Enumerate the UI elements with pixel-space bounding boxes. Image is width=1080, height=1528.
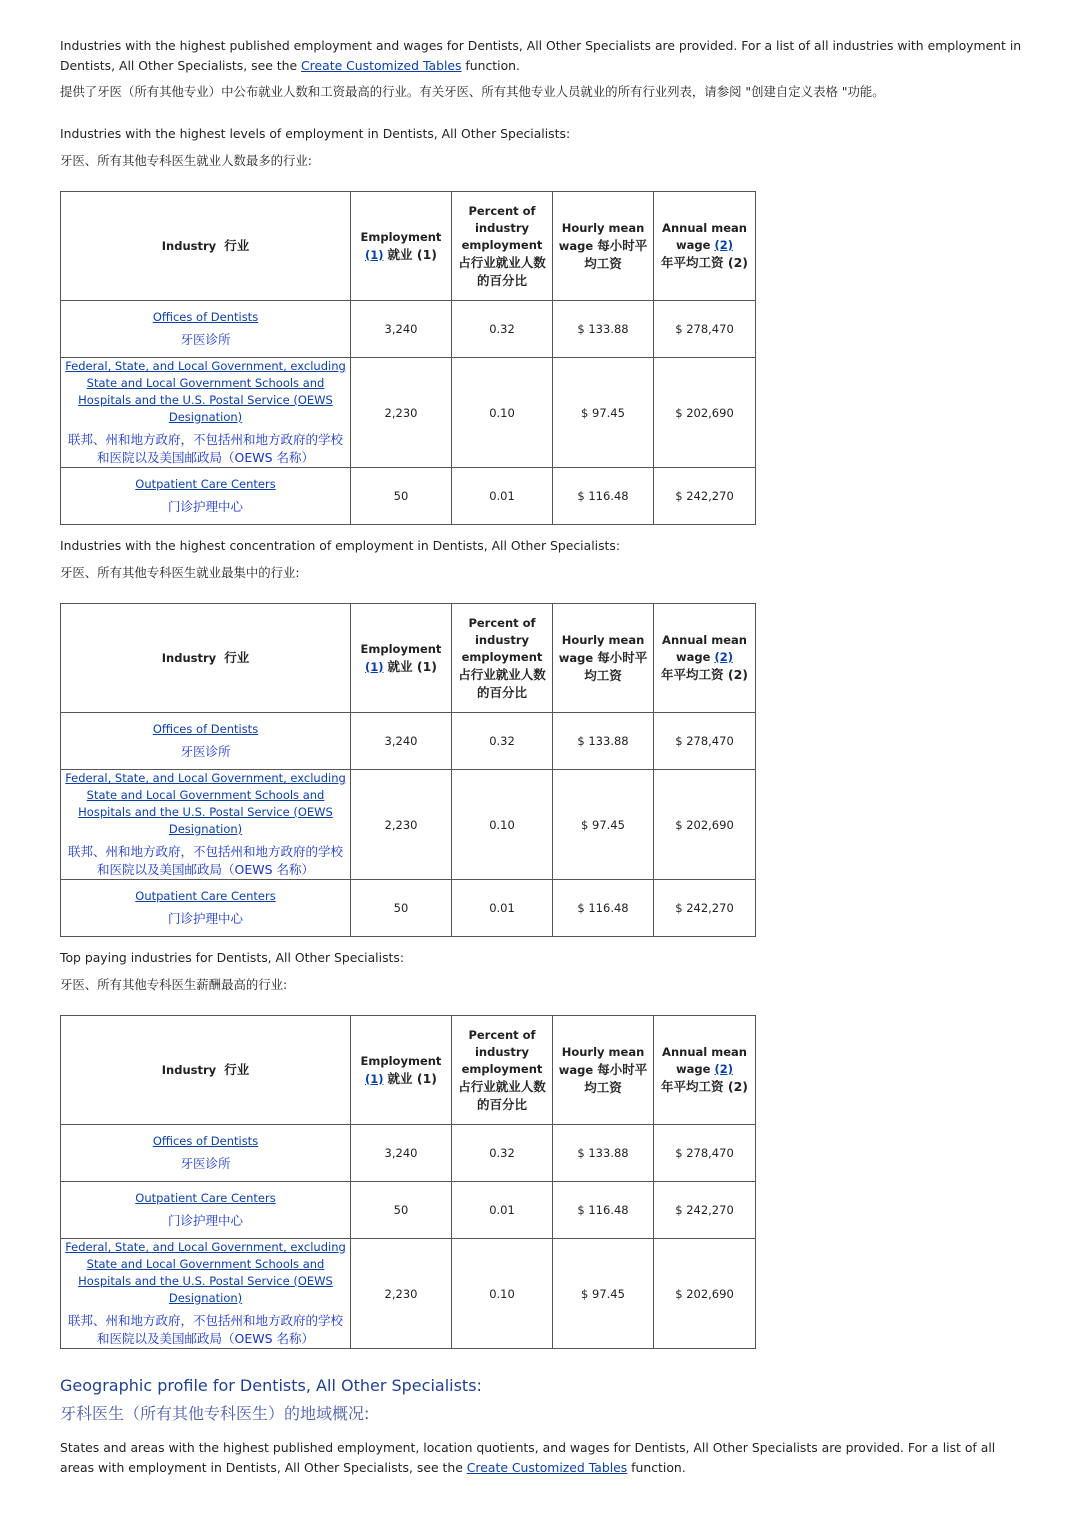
hourly-wage-cell: $ 133.88 (553, 1125, 654, 1182)
industry-link[interactable]: Outpatient Care Centers (135, 477, 276, 491)
section-label-top-paying (60, 948, 1020, 995)
percent-cell: 0.32 (452, 1125, 553, 1182)
annual-wage-cell: $ 278,470 (654, 713, 756, 770)
industry-cell (61, 301, 351, 358)
geo-text-after: function. (627, 1460, 686, 1475)
industry-cell (61, 1125, 351, 1182)
percent-cell: 0.32 (452, 713, 553, 770)
annual-wage-cell: $ 278,470 (654, 301, 756, 358)
create-customized-tables-link[interactable]: Create Customized Tables (301, 58, 462, 73)
industry-link[interactable]: Federal, State, and Local Government, excluding State and Local Government Schools and Hospitals and the U.S. Postal Service (OEWS Designation) (65, 359, 346, 424)
industry-link[interactable]: Federal, State, and Local Government, excluding State and Local Government Schools and Hospitals and the U.S. Postal Service (OEWS Designation) (65, 1240, 346, 1305)
percent-cell: 0.10 (452, 358, 553, 468)
industry-name-zh: 门诊护理中心 (167, 1213, 243, 1228)
percent-cell: 0.10 (452, 770, 553, 880)
table-header-row (61, 604, 756, 713)
annual-wage-cell: $ 202,690 (654, 1239, 756, 1349)
section-label-en: Top paying industries for Dentists, All Other Specialists: (60, 950, 405, 965)
header-annual: Annual mean wage (2) 年平均工资 (2) (654, 604, 756, 713)
hourly-wage-cell: $ 97.45 (553, 770, 654, 880)
intro-text-zh: 提供了牙医（所有其他专业）中公布就业人数和工资最高的行业。有关牙医、所有其他专业人员就业的所有行业列表，请参阅 "创建自定义表格 "功能。 (60, 84, 885, 99)
employment-cell: 3,240 (351, 1125, 452, 1182)
footnote-1-link[interactable]: (1) (364, 1071, 384, 1086)
industry-link[interactable]: Offices of Dentists (152, 310, 259, 324)
table-row (61, 1125, 756, 1182)
table-row (61, 358, 756, 468)
footnote-2-link[interactable]: (2) (714, 238, 733, 252)
hourly-wage-cell: $ 116.48 (553, 1182, 654, 1239)
hourly-wage-cell: $ 97.45 (553, 358, 654, 468)
table-row (61, 468, 756, 525)
industry-link[interactable]: Offices of Dentists (152, 722, 259, 736)
industry-link[interactable]: Offices of Dentists (152, 1134, 259, 1148)
table-row (61, 880, 756, 937)
annual-wage-cell: $ 242,270 (654, 880, 756, 937)
header-percent: Percent of industry employment 占行业就业人数的百分比 (452, 604, 553, 713)
employment-cell: 2,230 (351, 358, 452, 468)
employment-cell: 2,230 (351, 1239, 452, 1349)
footnote-2-link[interactable]: (2) (714, 1062, 733, 1076)
header-annual: Annual mean wage (2) 年平均工资 (2) (654, 192, 756, 301)
section-label-en: Industries with the highest levels of employment in Dentists, All Other Specialists: (60, 126, 571, 141)
industry-name-zh: 牙医诊所 (180, 1156, 231, 1171)
employment-cell: 50 (351, 468, 452, 525)
hourly-wage-cell: $ 133.88 (553, 301, 654, 358)
industry-name-zh: 门诊护理中心 (167, 499, 243, 514)
percent-cell: 0.01 (452, 468, 553, 525)
industry-cell (61, 1239, 351, 1349)
industry-name-zh: 联邦、州和地方政府，不包括州和地方政府的学校和医院以及美国邮政局（OEWS 名称） (67, 1313, 343, 1346)
industry-cell (61, 468, 351, 525)
hourly-wage-cell: $ 133.88 (553, 713, 654, 770)
industry-table-top-paying (60, 1015, 756, 1349)
industry-table-employment-levels (60, 191, 756, 525)
industry-cell (61, 713, 351, 770)
industry-link[interactable]: Federal, State, and Local Government, excluding State and Local Government Schools and Hospitals and the U.S. Postal Service (OEWS Designation) (65, 771, 346, 836)
table-row (61, 1239, 756, 1349)
create-customized-tables-link[interactable]: Create Customized Tables (466, 1460, 628, 1475)
geographic-profile-title: Geographic profile for Dentists, All Other Specialists: (60, 1376, 482, 1395)
intro-text-after: function. (461, 58, 520, 73)
industry-table-concentration (60, 603, 756, 937)
header-industry: Industry 行业 (61, 192, 351, 301)
header-hourly: Hourly mean wage 每小时平均工资 (553, 192, 654, 301)
table-row (61, 1182, 756, 1239)
intro (60, 36, 1025, 102)
table-header-row (61, 192, 756, 301)
section-label-zh: 牙医、所有其他专科医生就业人数最多的行业: (60, 153, 312, 168)
header-percent: Percent of industry employment 占行业就业人数的百分比 (452, 1016, 553, 1125)
intro-text-en (60, 36, 1025, 76)
header-hourly: Hourly mean wage 每小时平均工资 (553, 1016, 654, 1125)
section-label-en: Industries with the highest concentration of employment in Dentists, All Other Specialists: (60, 538, 621, 553)
industry-cell (61, 880, 351, 937)
hourly-wage-cell: $ 116.48 (553, 468, 654, 525)
industry-cell (61, 1182, 351, 1239)
employment-cell: 3,240 (351, 301, 452, 358)
table-row (61, 713, 756, 770)
percent-cell: 0.01 (452, 1182, 553, 1239)
geo-text-before: States and areas with the highest published employment, location quotients, and wages for Dentists, All Other Specialists are provided. For a list of all areas with employment in Dentists, All Other Specialists, see the (60, 1440, 996, 1475)
employment-cell: 50 (351, 1182, 452, 1239)
geographic-profile-title-zh: 牙科医生（所有其他专科医生）的地域概况: (60, 1404, 370, 1423)
header-annual: Annual mean wage (2) 年平均工资 (2) (654, 1016, 756, 1125)
employment-cell: 50 (351, 880, 452, 937)
annual-wage-cell: $ 242,270 (654, 468, 756, 525)
header-hourly: Hourly mean wage 每小时平均工资 (553, 604, 654, 713)
percent-cell: 0.32 (452, 301, 553, 358)
section-label-employment-levels (60, 124, 1020, 171)
header-employment: Employment (1) 就业 (1) (351, 192, 452, 301)
footnote-1-link[interactable]: (1) (364, 247, 384, 262)
header-percent: Percent of industry employment 占行业就业人数的百分比 (452, 192, 553, 301)
industry-name-zh: 门诊护理中心 (167, 911, 243, 926)
table-row (61, 301, 756, 358)
header-industry: Industry 行业 (61, 604, 351, 713)
industry-link[interactable]: Outpatient Care Centers (135, 1191, 276, 1205)
percent-cell: 0.01 (452, 880, 553, 937)
annual-wage-cell: $ 202,690 (654, 770, 756, 880)
industry-name-zh: 联邦、州和地方政府，不包括州和地方政府的学校和医院以及美国邮政局（OEWS 名称） (67, 432, 343, 465)
percent-cell: 0.10 (452, 1239, 553, 1349)
annual-wage-cell: $ 278,470 (654, 1125, 756, 1182)
industry-cell (61, 770, 351, 880)
intro-text-before: Industries with the highest published employment and wages for Dentists, All Other Specialists are provided. For a list of all industries with employment in Dentists, All Other Specialists, see the (60, 38, 1022, 73)
section-label-concentration (60, 536, 1020, 583)
geographic-profile-text (60, 1438, 1025, 1478)
annual-wage-cell: $ 202,690 (654, 358, 756, 468)
section-label-zh: 牙医、所有其他专科医生薪酬最高的行业: (60, 977, 288, 992)
header-employment: Employment (1) 就业 (1) (351, 604, 452, 713)
employment-cell: 3,240 (351, 713, 452, 770)
annual-wage-cell: $ 242,270 (654, 1182, 756, 1239)
industry-cell (61, 358, 351, 468)
table-header-row (61, 1016, 756, 1125)
footnote-2-link[interactable]: (2) (714, 650, 733, 664)
industry-name-zh: 牙医诊所 (180, 332, 231, 347)
industry-name-zh: 联邦、州和地方政府，不包括州和地方政府的学校和医院以及美国邮政局（OEWS 名称） (67, 844, 343, 877)
header-industry: Industry 行业 (61, 1016, 351, 1125)
hourly-wage-cell: $ 97.45 (553, 1239, 654, 1349)
section-label-zh: 牙医、所有其他专科医生就业最集中的行业: (60, 565, 300, 580)
table-row (61, 770, 756, 880)
hourly-wage-cell: $ 116.48 (553, 880, 654, 937)
employment-cell: 2,230 (351, 770, 452, 880)
industry-name-zh: 牙医诊所 (180, 744, 231, 759)
footnote-1-link[interactable]: (1) (364, 659, 384, 674)
header-employment: Employment (1) 就业 (1) (351, 1016, 452, 1125)
industry-link[interactable]: Outpatient Care Centers (135, 889, 276, 903)
